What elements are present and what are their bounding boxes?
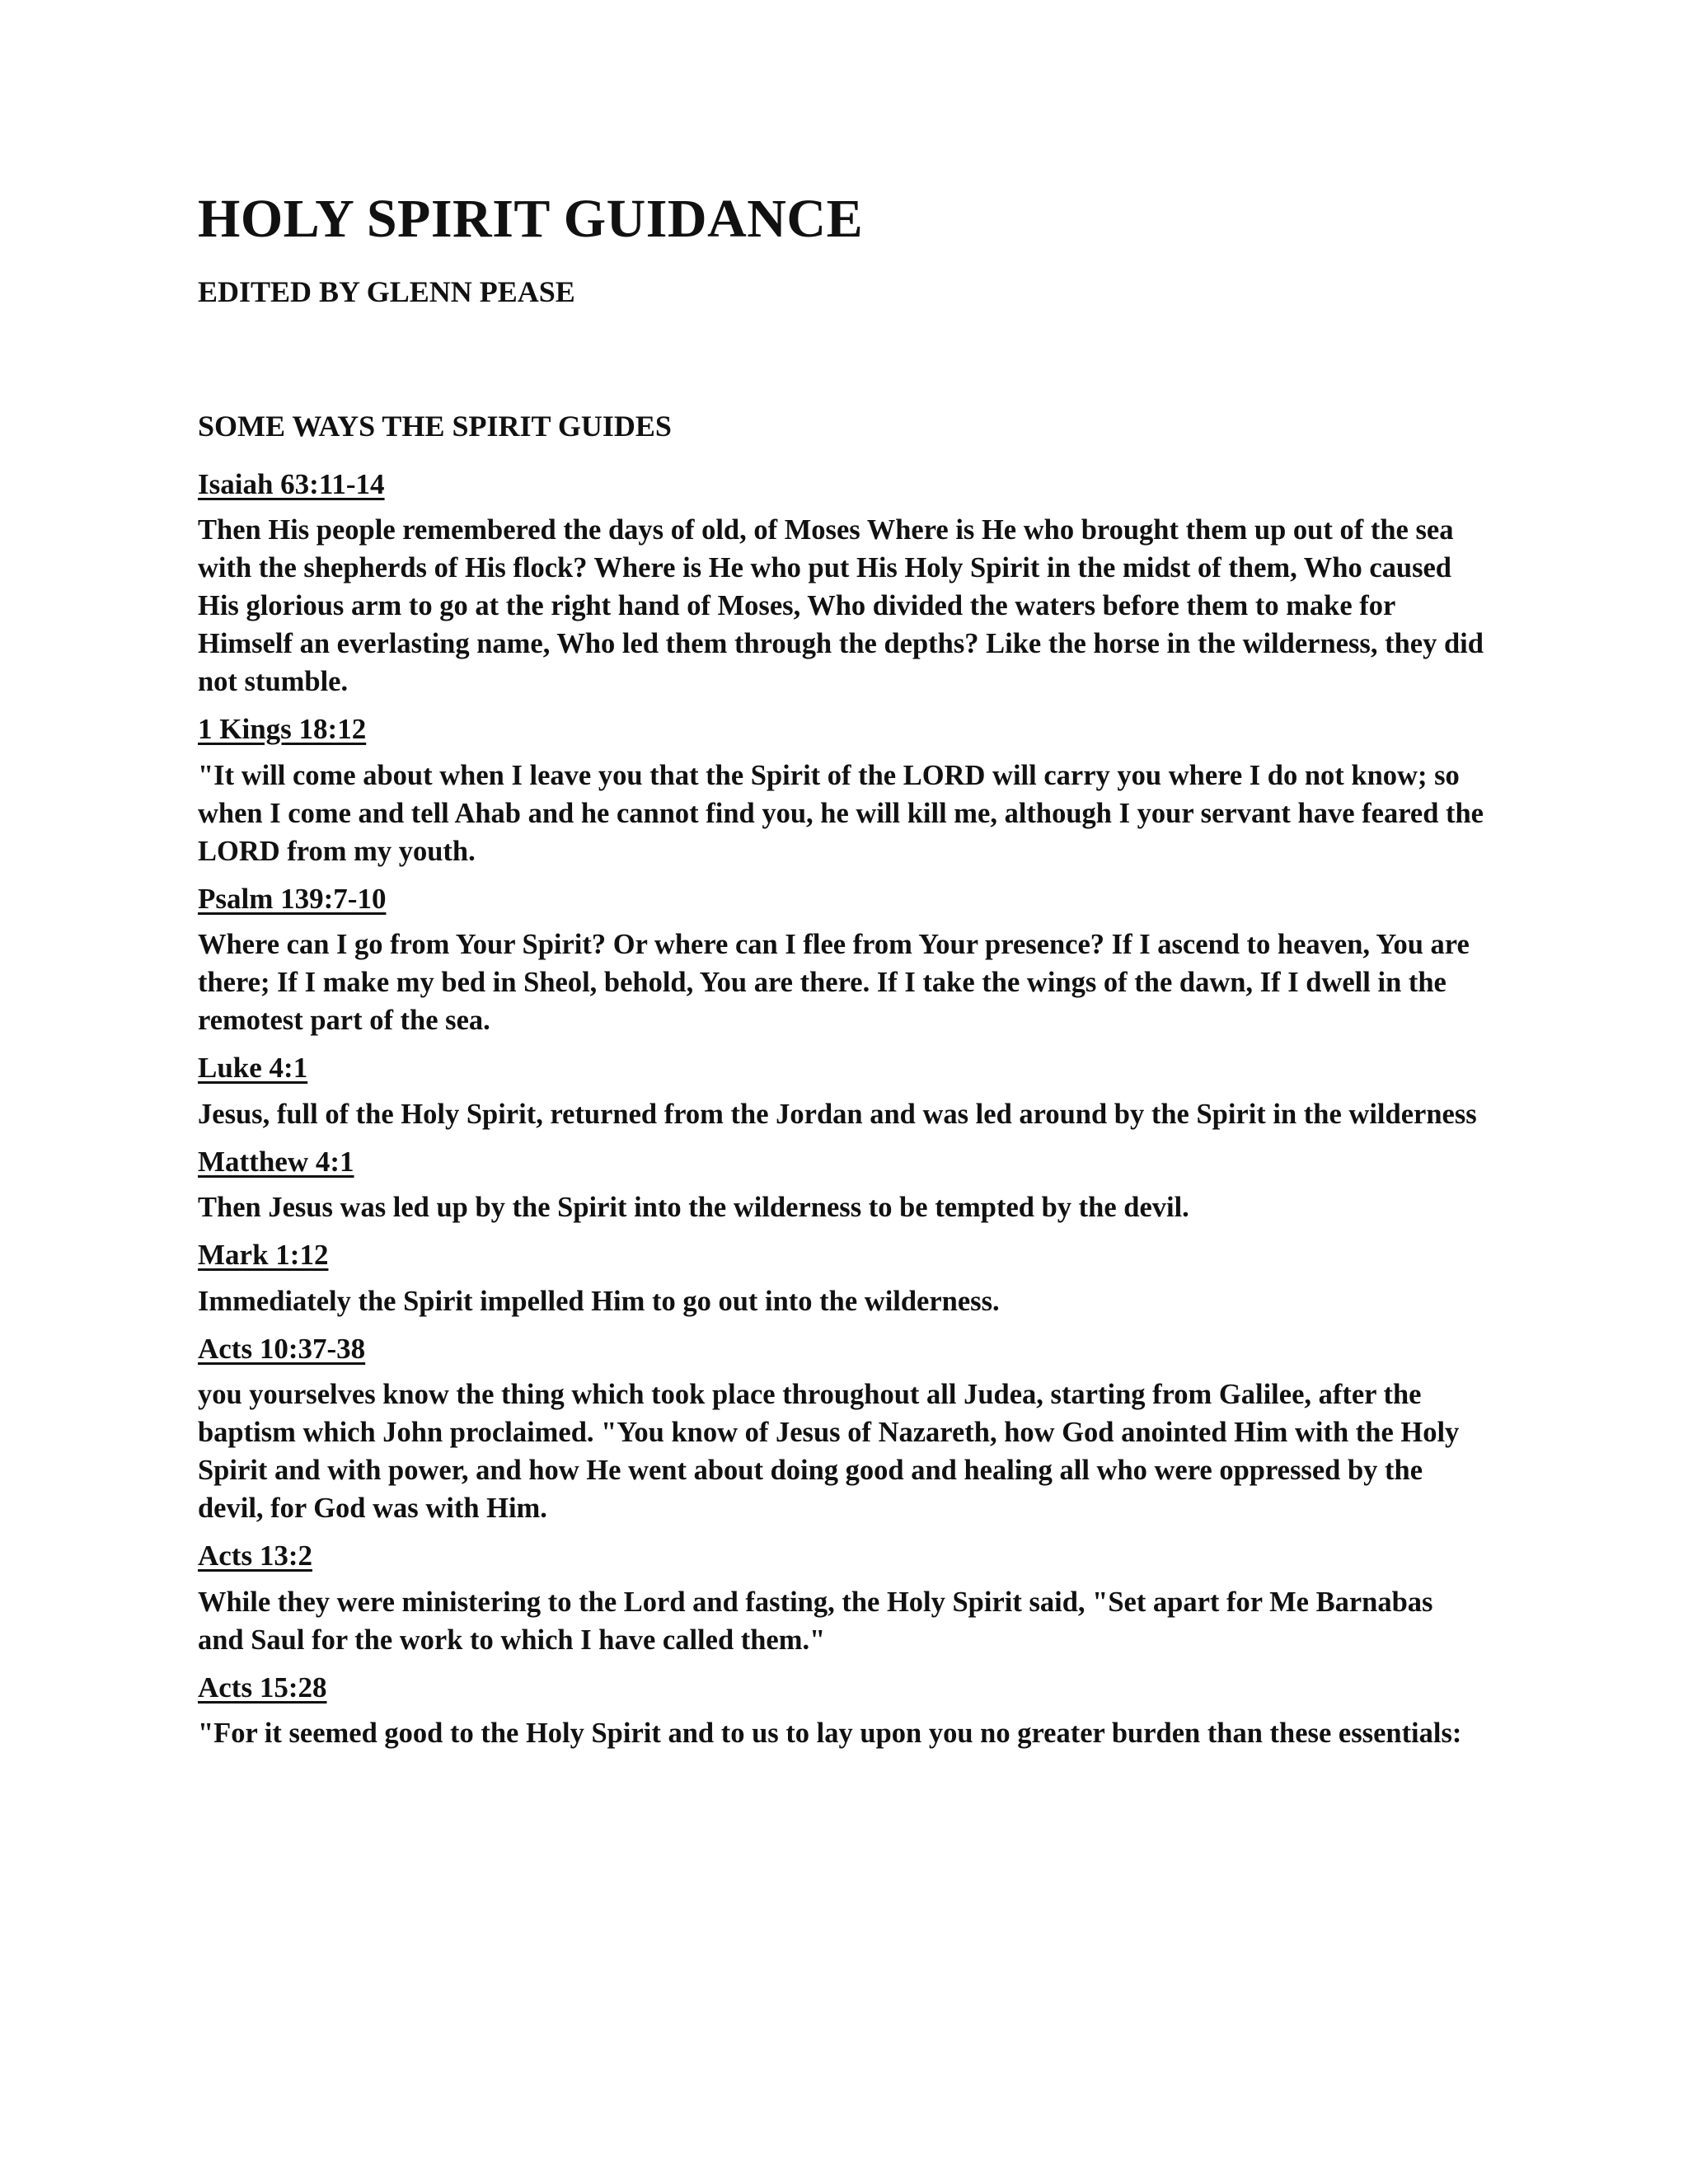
passage-acts-15 <box>198 1669 1484 1753</box>
scripture-reference: Isaiah 63:11-14 <box>198 467 385 500</box>
scripture-text: Where can I go from Your Spirit? Or where can I flee from Your presence? If I ascend to heaven, You are there; If I make my bed in Sheol, behold, You are there. If I take the wings of the dawn, If I dwell in the remotest part of the sea. <box>198 929 1470 1037</box>
scripture-reference: Mark 1:12 <box>198 1239 329 1272</box>
scripture-reference: Acts 10:37-38 <box>198 1332 366 1365</box>
passage-1-kings <box>198 710 1484 870</box>
scripture-text: Immediately the Spirit impelled Him to go out into the wilderness. <box>198 1285 1000 1317</box>
scripture-text: "It will come about when I leave you that the Spirit of the LORD will carry you where I do not know; so when I come and tell Ahab and he cannot find you, he will kill me, although I your servant have feared the LORD from my youth. <box>198 759 1484 867</box>
scripture-reference: 1 Kings 18:12 <box>198 713 367 746</box>
scripture-text: While they were ministering to the Lord and fasting, the Holy Spirit said, "Set apart for Me Barnabas and Saul for the work to which I have called them." <box>198 1586 1433 1656</box>
passage-mark <box>198 1236 1484 1320</box>
editor-line: EDITED BY GLENN PEASE <box>198 274 575 308</box>
scripture-reference: Luke 4:1 <box>198 1052 308 1085</box>
passage-psalm <box>198 880 1484 1040</box>
scripture-text: Then Jesus was led up by the Spirit into the wilderness to be tempted by the devil. <box>198 1192 1189 1224</box>
scripture-reference: Acts 15:28 <box>198 1671 327 1704</box>
section-heading: SOME WAYS THE SPIRIT GUIDES <box>198 409 672 443</box>
scripture-text: Then His people remembered the days of old, of Moses Where is He who brought them up out of the sea with the shepherds of His flock? Where is He who put His Holy Spirit in the midst of them, Who caused His glorious arm to go at the right hand of Moses, Who divided the waters before them to make for Himself an everlasting name, Who led them through the depths? Like the horse in the wilderness, they did not stumble. <box>198 514 1484 698</box>
scripture-text: you yourselves know the thing which took place throughout all Judea, starting from Galilee, after the baptism which John proclaimed. "You know of Jesus of Nazareth, how God anointed Him with the Holy Spirit and with power, and how He went about doing good and healing all who were oppressed by the devil, for God was with Him. <box>198 1379 1460 1525</box>
passage-acts-10 <box>198 1330 1484 1528</box>
scripture-reference: Psalm 139:7-10 <box>198 882 387 915</box>
passage-isaiah <box>198 466 1484 701</box>
scripture-reference: Acts 13:2 <box>198 1540 312 1572</box>
scripture-reference: Matthew 4:1 <box>198 1145 354 1178</box>
scripture-text: "For it seemed good to the Holy Spirit and to us to lay upon you no greater burden than these essentials: <box>198 1718 1462 1750</box>
document-title: HOLY SPIRIT GUIDANCE <box>198 189 864 249</box>
passage-matthew <box>198 1143 1484 1227</box>
passage-acts-13 <box>198 1537 1484 1659</box>
scripture-text: Jesus, full of the Holy Spirit, returned from the Jordan and was led around by the Spirit in the wilderness <box>198 1098 1477 1130</box>
passage-luke <box>198 1049 1484 1133</box>
passage-list <box>198 466 1484 1753</box>
document-page <box>198 190 1484 1762</box>
